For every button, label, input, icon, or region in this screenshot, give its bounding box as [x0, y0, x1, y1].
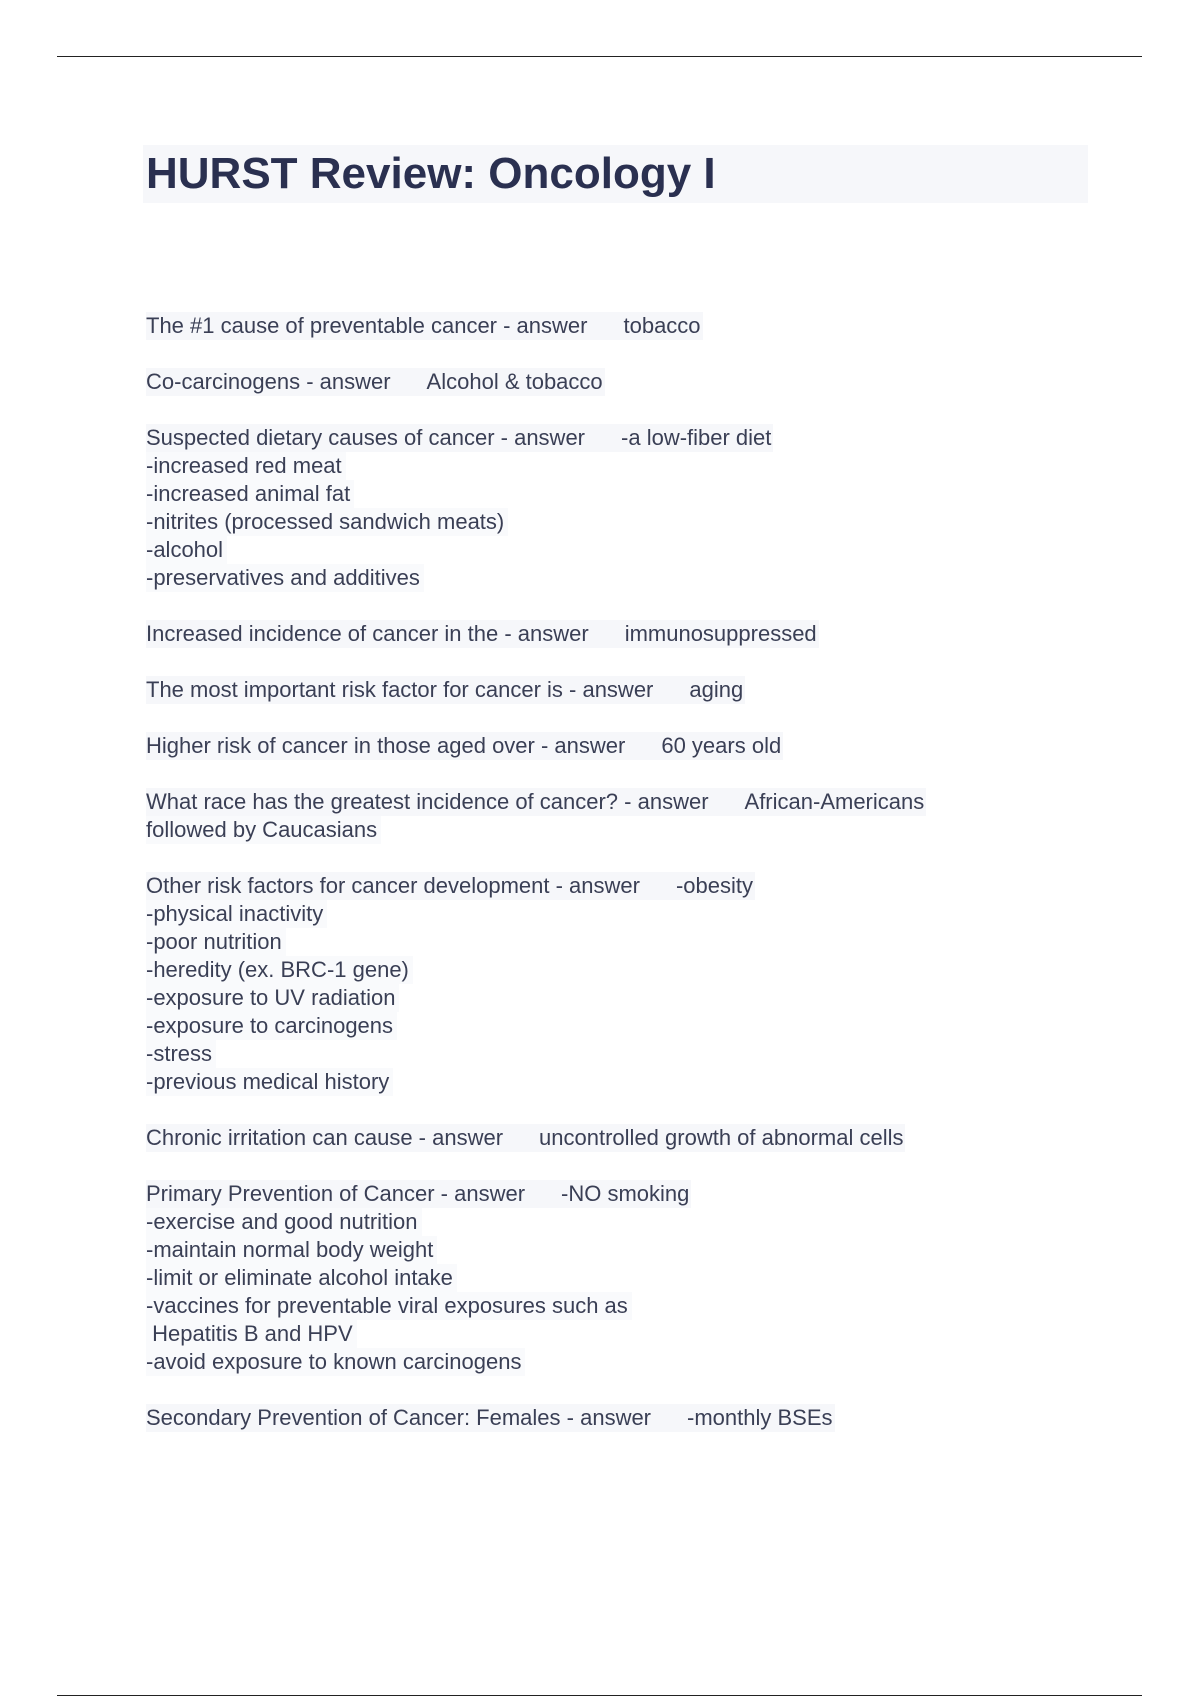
flashcard-list — [146, 312, 1086, 1460]
flashcard-first-line — [146, 1124, 905, 1152]
answer-continuation: -exposure to UV radiation — [146, 984, 399, 1012]
flashcard-first-line — [146, 312, 703, 340]
answer-continuation: -maintain normal body weight — [146, 1236, 437, 1264]
flashcard-answer: immunosuppressed — [624, 621, 817, 646]
flashcard-answer: African-Americans — [744, 789, 925, 814]
flashcard-term: Chronic irritation can cause - answer — [146, 1125, 504, 1150]
answer-continuation: -nitrites (processed sandwich meats) — [146, 508, 508, 536]
flashcard-first-line — [146, 424, 773, 452]
flashcard — [146, 1124, 1086, 1152]
flashcard-answer: tobacco — [623, 313, 701, 338]
flashcard — [146, 872, 1086, 1096]
answer-continuation: -physical inactivity — [146, 900, 327, 928]
flashcard-answer: -monthly BSEs — [687, 1405, 833, 1430]
answer-continuation: followed by Caucasians — [146, 816, 381, 844]
answer-continuation: -preservatives and additives — [146, 564, 424, 592]
flashcard-first-line — [146, 872, 755, 900]
flashcard-first-line — [146, 732, 783, 760]
answer-continuation: -vaccines for preventable viral exposures such as — [146, 1292, 632, 1320]
flashcard-answer: 60 years old — [661, 733, 782, 758]
flashcard — [146, 788, 1086, 844]
flashcard-first-line — [146, 368, 605, 396]
flashcard-first-line — [146, 1404, 835, 1432]
flashcard-first-line — [146, 620, 819, 648]
answer-continuation: -alcohol — [146, 536, 227, 564]
flashcard-answer: aging — [689, 677, 744, 702]
flashcard-term: Suspected dietary causes of cancer - answer — [146, 425, 586, 450]
answer-continuation: -poor nutrition — [146, 928, 286, 956]
flashcard-term: What race has the greatest incidence of cancer? - answer — [146, 789, 709, 814]
flashcard-term: The most important risk factor for cancer is - answer — [146, 677, 654, 702]
flashcard-term: Primary Prevention of Cancer - answer — [146, 1181, 526, 1206]
flashcard — [146, 424, 1086, 592]
flashcard-term: Secondary Prevention of Cancer: Females - answer — [146, 1405, 652, 1430]
flashcard-first-line — [146, 676, 745, 704]
answer-continuation: -increased red meat — [146, 452, 346, 480]
flashcard — [146, 368, 1086, 396]
flashcard — [146, 312, 1086, 340]
answer-continuation: -exercise and good nutrition — [146, 1208, 422, 1236]
flashcard-term: Increased incidence of cancer in the - answer — [146, 621, 589, 646]
flashcard — [146, 1180, 1086, 1376]
answer-continuation: -limit or eliminate alcohol intake — [146, 1264, 457, 1292]
flashcard-answer: -NO smoking — [561, 1181, 690, 1206]
flashcard-term: Co-carcinogens - answer — [146, 369, 391, 394]
flashcard-first-line — [146, 788, 926, 816]
flashcard — [146, 620, 1086, 648]
answer-continuation: -increased animal fat — [146, 480, 354, 508]
flashcard-answer: -a low-fiber diet — [621, 425, 772, 450]
bottom-rule — [57, 1695, 1142, 1696]
flashcard-term: Other risk factors for cancer development - answer — [146, 873, 640, 898]
answer-continuation: -previous medical history — [146, 1068, 393, 1096]
flashcard — [146, 732, 1086, 760]
flashcard — [146, 676, 1086, 704]
flashcard — [146, 1404, 1086, 1432]
answer-continuation: -avoid exposure to known carcinogens — [146, 1348, 525, 1376]
answer-continuation: -stress — [146, 1040, 216, 1068]
answer-continuation: Hepatitis B and HPV — [146, 1320, 357, 1348]
flashcard-answer: uncontrolled growth of abnormal cells — [539, 1125, 904, 1150]
flashcard-answer: Alcohol & tobacco — [426, 369, 603, 394]
flashcard-answer: -obesity — [675, 873, 754, 898]
answer-continuation: -heredity (ex. BRC-1 gene) — [146, 956, 413, 984]
top-rule — [57, 56, 1142, 57]
flashcard-first-line — [146, 1180, 691, 1208]
flashcard-term: Higher risk of cancer in those aged over - answer — [146, 733, 626, 758]
answer-continuation: -exposure to carcinogens — [146, 1012, 397, 1040]
page-title: HURST Review: Oncology I — [146, 149, 716, 198]
flashcard-term: The #1 cause of preventable cancer - answer — [146, 313, 588, 338]
